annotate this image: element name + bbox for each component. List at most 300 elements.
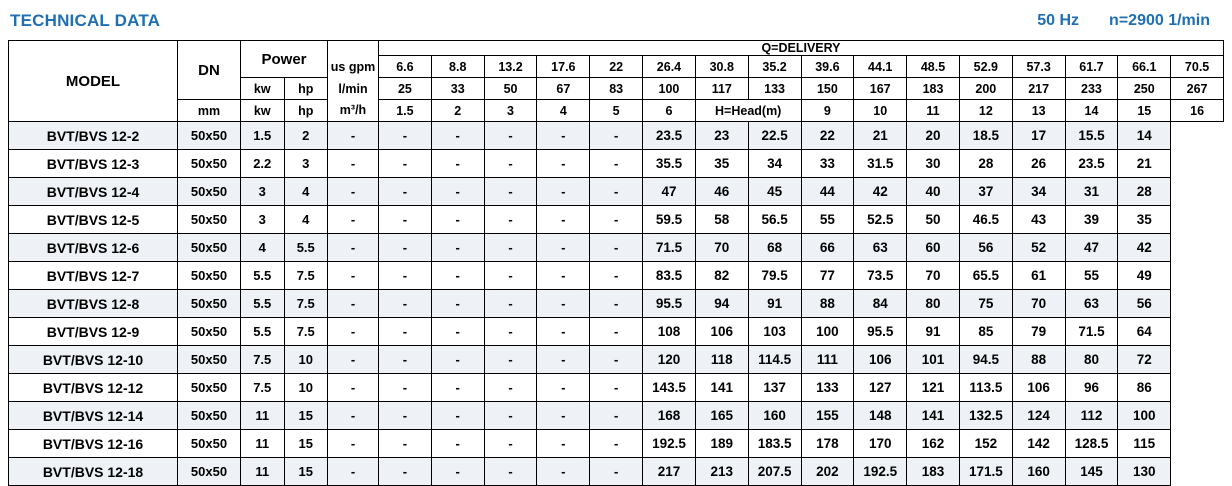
m3h-4: 5	[590, 100, 643, 122]
row-cell: -	[484, 402, 537, 430]
row-cell: 170	[854, 430, 907, 458]
row-cell: 143.5	[643, 374, 696, 402]
row-cell: 52.5	[854, 206, 907, 234]
row-cell: 26	[1012, 150, 1065, 178]
usgpm-0: 6.6	[379, 56, 432, 78]
m3h-8: 9	[801, 100, 854, 122]
lmin-9: 167	[854, 78, 907, 100]
row-cell: 88	[1012, 346, 1065, 374]
speed-label: n=2900 1/min	[1109, 12, 1210, 29]
row-hp: 7.5	[284, 318, 328, 346]
row-cell: -	[590, 234, 643, 262]
row-cell: -	[431, 290, 484, 318]
row-model: BVT/BVS 12-18	[9, 458, 178, 486]
row-cell: 171.5	[959, 458, 1012, 486]
row-dn: 50x50	[178, 458, 241, 486]
table-row	[9, 374, 1224, 402]
row-cell: 43	[1012, 206, 1065, 234]
header-specs	[1037, 12, 1222, 30]
row-cell: 124	[1012, 402, 1065, 430]
row-cell: -	[590, 346, 643, 374]
row-cell: 49	[1118, 262, 1171, 290]
row-cell: -	[328, 374, 379, 402]
row-cell: -	[537, 150, 590, 178]
row-cell: 86	[1118, 374, 1171, 402]
row-cell: -	[590, 402, 643, 430]
row-cell: 47	[643, 178, 696, 206]
row-cell: 100	[1118, 402, 1171, 430]
row-cell: -	[328, 430, 379, 458]
row-cell: 217	[643, 458, 696, 486]
row-hp: 10	[284, 374, 328, 402]
m3h-3: 4	[537, 100, 590, 122]
row-cell: 91	[907, 318, 960, 346]
table-row	[9, 346, 1224, 374]
row-dn: 50x50	[178, 430, 241, 458]
row-cell: -	[590, 178, 643, 206]
table-row	[9, 150, 1224, 178]
m3h-10: 11	[907, 100, 960, 122]
table-row	[9, 402, 1224, 430]
row-cell: -	[590, 290, 643, 318]
row-cell: 141	[907, 402, 960, 430]
lmin-5: 100	[643, 78, 696, 100]
m3h-0: 1.5	[379, 100, 432, 122]
row-kw: 3	[241, 206, 285, 234]
row-cell: -	[431, 234, 484, 262]
row-cell: 100	[801, 318, 854, 346]
row-cell: 132.5	[959, 402, 1012, 430]
lmin-11: 200	[959, 78, 1012, 100]
m3h-9: 10	[854, 100, 907, 122]
row-cell: 47	[1065, 234, 1118, 262]
row-model: BVT/BVS 12-7	[9, 262, 178, 290]
row-cell: 34	[748, 150, 801, 178]
row-cell: 55	[801, 206, 854, 234]
row-hp: 7.5	[284, 262, 328, 290]
row-cell: -	[379, 178, 432, 206]
row-cell: 94.5	[959, 346, 1012, 374]
row-cell: -	[379, 122, 432, 150]
row-cell: 22	[801, 122, 854, 150]
row-cell: -	[328, 262, 379, 290]
row-cell: -	[431, 206, 484, 234]
row-cell: 56	[959, 234, 1012, 262]
row-cell: -	[590, 262, 643, 290]
row-cell: 35	[695, 150, 748, 178]
lmin-12: 217	[1012, 78, 1065, 100]
row-cell: -	[590, 430, 643, 458]
row-cell: 113.5	[959, 374, 1012, 402]
row-cell: -	[328, 234, 379, 262]
row-cell: -	[379, 150, 432, 178]
row-cell: 114.5	[748, 346, 801, 374]
row-hp: 4	[284, 178, 328, 206]
row-cell: -	[328, 150, 379, 178]
row-dn: 50x50	[178, 374, 241, 402]
row-cell: -	[379, 290, 432, 318]
row-cell: 133	[801, 374, 854, 402]
row-cell: 39	[1065, 206, 1118, 234]
row-cell: -	[537, 206, 590, 234]
usgpm-1: 8.8	[431, 56, 484, 78]
usgpm-13: 61.7	[1065, 56, 1118, 78]
usgpm-14: 66.1	[1118, 56, 1171, 78]
row-cell: 128.5	[1065, 430, 1118, 458]
table-row	[9, 458, 1224, 486]
row-dn: 50x50	[178, 262, 241, 290]
row-model: BVT/BVS 12-6	[9, 234, 178, 262]
m3h-2: 3	[484, 100, 537, 122]
unit-spacer-1	[328, 41, 379, 56]
row-model: BVT/BVS 12-10	[9, 346, 178, 374]
row-cell: -	[537, 458, 590, 486]
m3h-1: 2	[431, 100, 484, 122]
row-kw: 7.5	[241, 346, 285, 374]
row-cell: 75	[959, 290, 1012, 318]
col-header-kw-unit: kw	[241, 100, 285, 122]
row-cell: 85	[959, 318, 1012, 346]
row-cell: 183	[907, 458, 960, 486]
row-dn: 50x50	[178, 290, 241, 318]
row-cell: -	[537, 178, 590, 206]
table-row	[9, 178, 1224, 206]
row-model: BVT/BVS 12-5	[9, 206, 178, 234]
row-kw: 11	[241, 402, 285, 430]
row-cell: 148	[854, 402, 907, 430]
row-cell: 160	[1012, 458, 1065, 486]
row-cell: 14	[1118, 122, 1171, 150]
header-row-1	[9, 41, 1224, 56]
row-cell: 23	[695, 122, 748, 150]
row-cell: 121	[907, 374, 960, 402]
row-cell: 59.5	[643, 206, 696, 234]
m3h-13: 14	[1065, 100, 1118, 122]
row-cell: 71.5	[643, 234, 696, 262]
row-cell: -	[328, 318, 379, 346]
row-cell: 35	[1118, 206, 1171, 234]
unit-label-usgpm: us gpm	[328, 56, 379, 78]
row-cell: 72	[1118, 346, 1171, 374]
row-cell: -	[328, 346, 379, 374]
row-cell: 31	[1065, 178, 1118, 206]
row-cell: 80	[907, 290, 960, 318]
row-cell: 213	[695, 458, 748, 486]
row-cell: 42	[1118, 234, 1171, 262]
row-cell: -	[590, 318, 643, 346]
row-cell: 127	[854, 374, 907, 402]
row-cell: -	[484, 122, 537, 150]
row-cell: -	[431, 318, 484, 346]
row-cell: 21	[854, 122, 907, 150]
row-cell: 111	[801, 346, 854, 374]
row-cell: 207.5	[748, 458, 801, 486]
row-cell: -	[484, 234, 537, 262]
row-cell: -	[431, 374, 484, 402]
row-kw: 11	[241, 430, 285, 458]
row-cell: 115	[1118, 430, 1171, 458]
row-cell: -	[537, 290, 590, 318]
row-cell: 192.5	[643, 430, 696, 458]
row-cell: -	[379, 346, 432, 374]
row-hp: 10	[284, 346, 328, 374]
table-row	[9, 430, 1224, 458]
row-cell: 95.5	[854, 318, 907, 346]
row-kw: 1.5	[241, 122, 285, 150]
header-row-m3h	[9, 100, 1224, 122]
row-cell: 23.5	[643, 122, 696, 150]
usgpm-8: 39.6	[801, 56, 854, 78]
row-cell: 152	[959, 430, 1012, 458]
row-cell: 145	[1065, 458, 1118, 486]
row-cell: 130	[1118, 458, 1171, 486]
table-row	[9, 262, 1224, 290]
row-cell: -	[379, 430, 432, 458]
row-model: BVT/BVS 12-9	[9, 318, 178, 346]
row-cell: 155	[801, 402, 854, 430]
row-cell: 46	[695, 178, 748, 206]
unit-label-lmin: l/min	[328, 78, 379, 100]
row-cell: 91	[748, 290, 801, 318]
row-cell: 106	[1012, 374, 1065, 402]
row-kw: 2.2	[241, 150, 285, 178]
lmin-6: 117	[695, 78, 748, 100]
row-cell: 58	[695, 206, 748, 234]
usgpm-12: 57.3	[1012, 56, 1065, 78]
row-model: BVT/BVS 12-3	[9, 150, 178, 178]
lmin-3: 67	[537, 78, 590, 100]
col-header-model: MODEL	[9, 41, 178, 122]
row-cell: -	[431, 430, 484, 458]
row-cell: -	[431, 402, 484, 430]
row-cell: 82	[695, 262, 748, 290]
row-dn: 50x50	[178, 206, 241, 234]
row-model: BVT/BVS 12-12	[9, 374, 178, 402]
row-cell: -	[537, 262, 590, 290]
row-cell: 52	[1012, 234, 1065, 262]
row-cell: -	[379, 458, 432, 486]
row-cell: -	[484, 206, 537, 234]
col-header-power: Power	[241, 41, 328, 78]
row-cell: -	[537, 430, 590, 458]
page-header	[8, 0, 1224, 40]
row-cell: 73.5	[854, 262, 907, 290]
lmin-0: 25	[379, 78, 432, 100]
row-cell: -	[537, 402, 590, 430]
row-cell: 44	[801, 178, 854, 206]
row-cell: -	[484, 374, 537, 402]
usgpm-2: 13.2	[484, 56, 537, 78]
row-dn: 50x50	[178, 346, 241, 374]
technical-data-table	[8, 40, 1224, 486]
row-hp: 7.5	[284, 290, 328, 318]
row-cell: 84	[854, 290, 907, 318]
row-cell: 18.5	[959, 122, 1012, 150]
row-cell: -	[328, 206, 379, 234]
usgpm-10: 48.5	[907, 56, 960, 78]
row-cell: 60	[907, 234, 960, 262]
row-cell: 103	[748, 318, 801, 346]
table-row	[9, 234, 1224, 262]
delivery-header: Q=DELIVERY	[379, 41, 1224, 56]
row-dn: 50x50	[178, 122, 241, 150]
row-cell: 30	[907, 150, 960, 178]
row-model: BVT/BVS 12-4	[9, 178, 178, 206]
usgpm-5: 26.4	[643, 56, 696, 78]
m3h-15: 16	[1171, 100, 1224, 122]
row-cell: -	[431, 458, 484, 486]
row-cell: -	[484, 346, 537, 374]
row-dn: 50x50	[178, 402, 241, 430]
row-cell: 33	[801, 150, 854, 178]
usgpm-3: 17.6	[537, 56, 590, 78]
row-model: BVT/BVS 12-16	[9, 430, 178, 458]
table-row	[9, 318, 1224, 346]
row-cell: 31.5	[854, 150, 907, 178]
row-hp: 15	[284, 458, 328, 486]
lmin-4: 83	[590, 78, 643, 100]
row-cell: 28	[1118, 178, 1171, 206]
table-row	[9, 206, 1224, 234]
row-cell: -	[484, 430, 537, 458]
row-hp: 3	[284, 150, 328, 178]
row-model: BVT/BVS 12-14	[9, 402, 178, 430]
head-header: H=Head(m)	[695, 100, 801, 122]
row-kw: 3	[241, 178, 285, 206]
row-cell: -	[379, 374, 432, 402]
row-cell: -	[328, 122, 379, 150]
row-cell: -	[328, 458, 379, 486]
row-cell: 70	[1012, 290, 1065, 318]
row-cell: 45	[748, 178, 801, 206]
row-cell: -	[431, 150, 484, 178]
row-cell: 23.5	[1065, 150, 1118, 178]
row-cell: 34	[1012, 178, 1065, 206]
row-cell: 28	[959, 150, 1012, 178]
row-cell: 137	[748, 374, 801, 402]
row-cell: 17	[1012, 122, 1065, 150]
row-cell: 65.5	[959, 262, 1012, 290]
row-cell: 63	[1065, 290, 1118, 318]
row-cell: 108	[643, 318, 696, 346]
row-cell: -	[484, 178, 537, 206]
row-cell: 37	[959, 178, 1012, 206]
row-cell: 83.5	[643, 262, 696, 290]
row-cell: -	[590, 122, 643, 150]
row-cell: 94	[695, 290, 748, 318]
row-cell: 70	[695, 234, 748, 262]
row-cell: 20	[907, 122, 960, 150]
row-cell: 106	[695, 318, 748, 346]
lmin-13: 233	[1065, 78, 1118, 100]
row-cell: 189	[695, 430, 748, 458]
row-cell: 64	[1118, 318, 1171, 346]
row-cell: -	[431, 178, 484, 206]
row-cell: 88	[801, 290, 854, 318]
row-cell: 142	[1012, 430, 1065, 458]
row-dn: 50x50	[178, 234, 241, 262]
lmin-15: 267	[1171, 78, 1224, 100]
row-hp: 15	[284, 402, 328, 430]
row-cell: 165	[695, 402, 748, 430]
row-cell: 101	[907, 346, 960, 374]
row-dn: 50x50	[178, 150, 241, 178]
row-cell: -	[590, 150, 643, 178]
row-cell: 202	[801, 458, 854, 486]
row-cell: -	[431, 122, 484, 150]
usgpm-7: 35.2	[748, 56, 801, 78]
row-cell: 15.5	[1065, 122, 1118, 150]
row-cell: -	[379, 402, 432, 430]
row-cell: 40	[907, 178, 960, 206]
lmin-1: 33	[431, 78, 484, 100]
row-cell: 63	[854, 234, 907, 262]
usgpm-6: 30.8	[695, 56, 748, 78]
row-cell: 96	[1065, 374, 1118, 402]
row-kw: 7.5	[241, 374, 285, 402]
row-cell: 168	[643, 402, 696, 430]
row-cell: 66	[801, 234, 854, 262]
lmin-14: 250	[1118, 78, 1171, 100]
table-header	[9, 41, 1224, 122]
m3h-11: 12	[959, 100, 1012, 122]
row-cell: 141	[695, 374, 748, 402]
col-header-hp: hp	[284, 78, 328, 100]
row-cell: 120	[643, 346, 696, 374]
lmin-10: 183	[907, 78, 960, 100]
row-cell: 160	[748, 402, 801, 430]
row-model: BVT/BVS 12-8	[9, 290, 178, 318]
row-cell: 162	[907, 430, 960, 458]
row-cell: 56.5	[748, 206, 801, 234]
row-cell: 192.5	[854, 458, 907, 486]
row-cell: -	[328, 178, 379, 206]
row-cell: 79.5	[748, 262, 801, 290]
lmin-2: 50	[484, 78, 537, 100]
row-cell: -	[484, 458, 537, 486]
row-cell: 46.5	[959, 206, 1012, 234]
lmin-8: 150	[801, 78, 854, 100]
row-cell: 112	[1065, 402, 1118, 430]
row-cell: 118	[695, 346, 748, 374]
row-kw: 5.5	[241, 290, 285, 318]
row-cell: 68	[748, 234, 801, 262]
row-hp: 4	[284, 206, 328, 234]
frequency-label: 50 Hz	[1037, 12, 1080, 29]
col-header-mm: mm	[178, 100, 241, 122]
row-cell: -	[484, 150, 537, 178]
row-cell: -	[484, 262, 537, 290]
row-cell: -	[431, 262, 484, 290]
row-dn: 50x50	[178, 318, 241, 346]
m3h-14: 15	[1118, 100, 1171, 122]
usgpm-9: 44.1	[854, 56, 907, 78]
row-cell: -	[484, 290, 537, 318]
row-kw: 4	[241, 234, 285, 262]
row-hp: 15	[284, 430, 328, 458]
row-cell: 22.5	[748, 122, 801, 150]
row-cell: 35.5	[643, 150, 696, 178]
row-cell: 95.5	[643, 290, 696, 318]
row-cell: -	[537, 374, 590, 402]
row-cell: 21	[1118, 150, 1171, 178]
row-cell: 183.5	[748, 430, 801, 458]
m3h-5: 6	[643, 100, 696, 122]
row-cell: 61	[1012, 262, 1065, 290]
page-title: TECHNICAL DATA	[10, 11, 161, 30]
row-cell: 70	[907, 262, 960, 290]
row-model: BVT/BVS 12-2	[9, 122, 178, 150]
